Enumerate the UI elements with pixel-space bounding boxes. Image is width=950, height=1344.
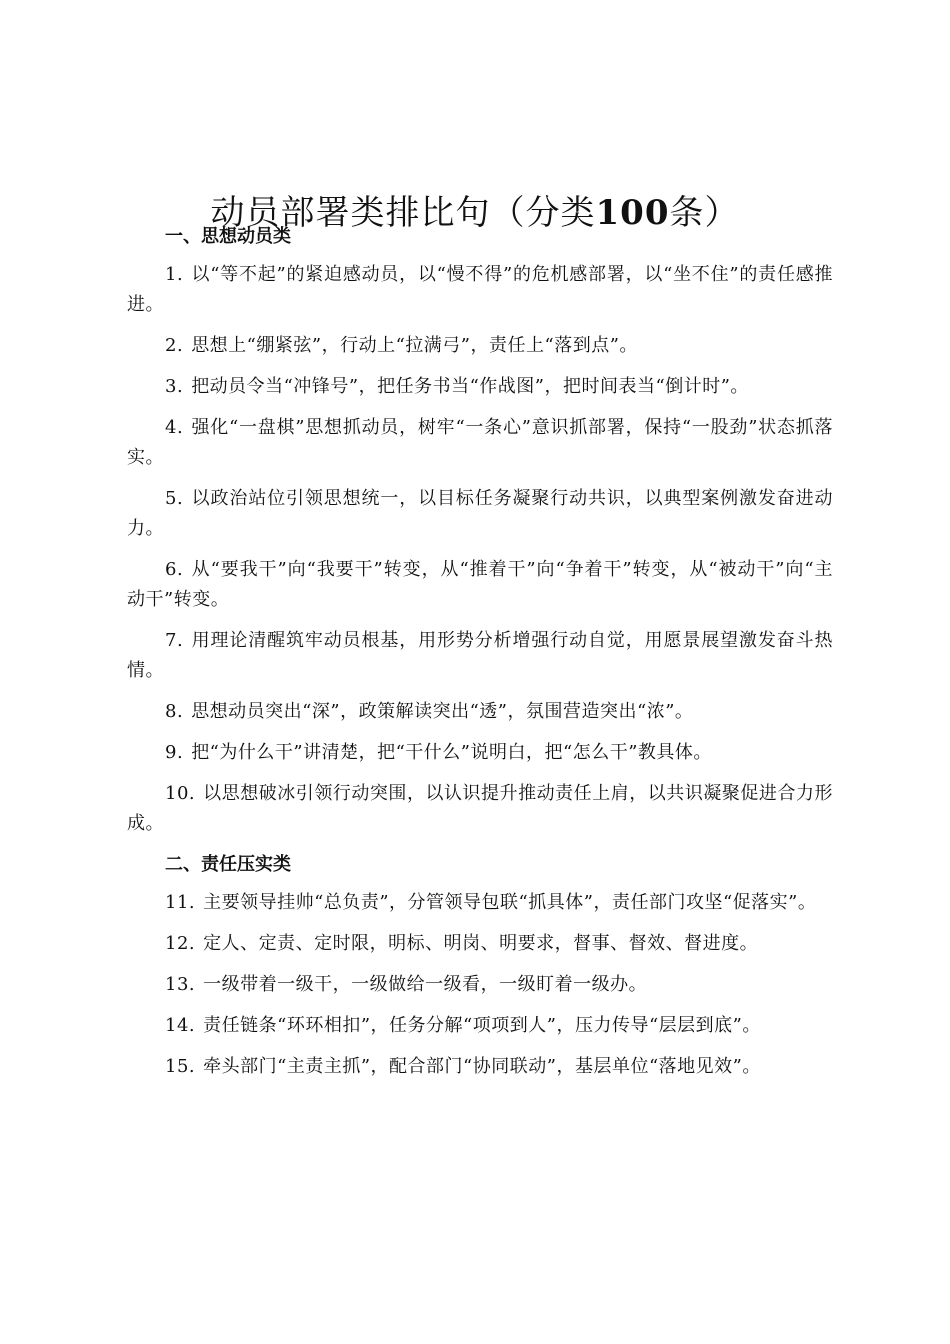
title-suffix: 条）: [669, 192, 740, 233]
section-heading: 二、责任压实类: [165, 854, 291, 875]
list-item: [127, 260, 833, 320]
item-text: 以“等不起”的紧迫感动员，以“慢不得”的危机感部署，以“坐不住”的责任感推进。: [127, 264, 833, 315]
list-item: [127, 484, 833, 544]
item-text: 定人、定责、定时限，明标、明岗、明要求，督事、督效、督进度。: [203, 933, 759, 954]
item-text: 思想动员突出“深”，政策解读突出“透”，氛围营造突出“浓”。: [191, 701, 694, 722]
item-number: 2.: [165, 335, 184, 356]
item-number: 12.: [165, 933, 196, 954]
item-number: 1.: [165, 264, 184, 285]
item-number: 7.: [165, 630, 184, 651]
item-text: 思想上“绷紧弦”，行动上“拉满弓”，责任上“落到点”。: [191, 335, 638, 356]
list-item: [127, 738, 833, 768]
title-prefix: 动员部署类排比句（分类: [210, 192, 596, 233]
item-text: 以思想破冰引领行动突围，以认识提升推动责任上肩，以共识凝聚促进合力形成。: [127, 783, 833, 834]
item-text: 从“要我干”向“我要干”转变，从“推着干”向“争着干”转变，从“被动干”向“主动干”转变。: [127, 559, 833, 610]
list-item: [127, 372, 833, 402]
list-item: [127, 779, 833, 839]
list-item: [127, 888, 833, 918]
list-item: [127, 1011, 833, 1041]
item-text: 以政治站位引领思想统一，以目标任务凝聚行动共识，以典型案例激发奋进动力。: [127, 488, 833, 539]
item-number: 5.: [165, 488, 184, 509]
item-number: 14.: [165, 1015, 196, 1036]
list-item: [127, 1052, 833, 1082]
list-item: [127, 970, 833, 1000]
item-text: 一级带着一级干，一级做给一级看，一级盯着一级办。: [203, 974, 648, 995]
document-body: [127, 222, 833, 1093]
item-number: 15.: [165, 1056, 196, 1077]
item-number: 8.: [165, 701, 184, 722]
item-number: 11.: [165, 892, 196, 913]
item-text: 把“为什么干”讲清楚，把“干什么”说明白，把“怎么干”教具体。: [191, 742, 712, 763]
item-text: 用理论清醒筑牢动员根基，用形势分析增强行动自觉，用愿景展望激发奋斗热情。: [127, 630, 833, 681]
item-text: 责任链条“环环相扣”，任务分解“项项到人”，压力传导“层层到底”。: [203, 1015, 761, 1036]
list-item: [127, 929, 833, 959]
list-item: [127, 331, 833, 361]
list-item: [127, 697, 833, 727]
list-item: [127, 555, 833, 615]
item-text: 主要领导挂帅“总负责”，分管领导包联“抓具体”，责任部门攻坚“促落实”。: [203, 892, 817, 913]
item-text: 牵头部门“主责主抓”，配合部门“协同联动”，基层单位“落地见效”。: [203, 1056, 761, 1077]
title-number: 100: [595, 192, 670, 233]
item-number: 3.: [165, 376, 184, 397]
list-item: [127, 626, 833, 686]
item-number: 4.: [165, 417, 184, 438]
item-number: 13.: [165, 974, 196, 995]
item-number: 9.: [165, 742, 184, 763]
item-text: 强化“一盘棋”思想抓动员，树牢“一条心”意识抓部署，保持“一股劲”状态抓落实。: [127, 417, 833, 468]
item-text: 把动员令当“冲锋号”，把任务书当“作战图”，把时间表当“倒计时”。: [191, 376, 749, 397]
section-heading: 一、思想动员类: [165, 226, 291, 247]
item-number: 10.: [165, 783, 196, 804]
item-number: 6.: [165, 559, 184, 580]
list-item: [127, 413, 833, 473]
